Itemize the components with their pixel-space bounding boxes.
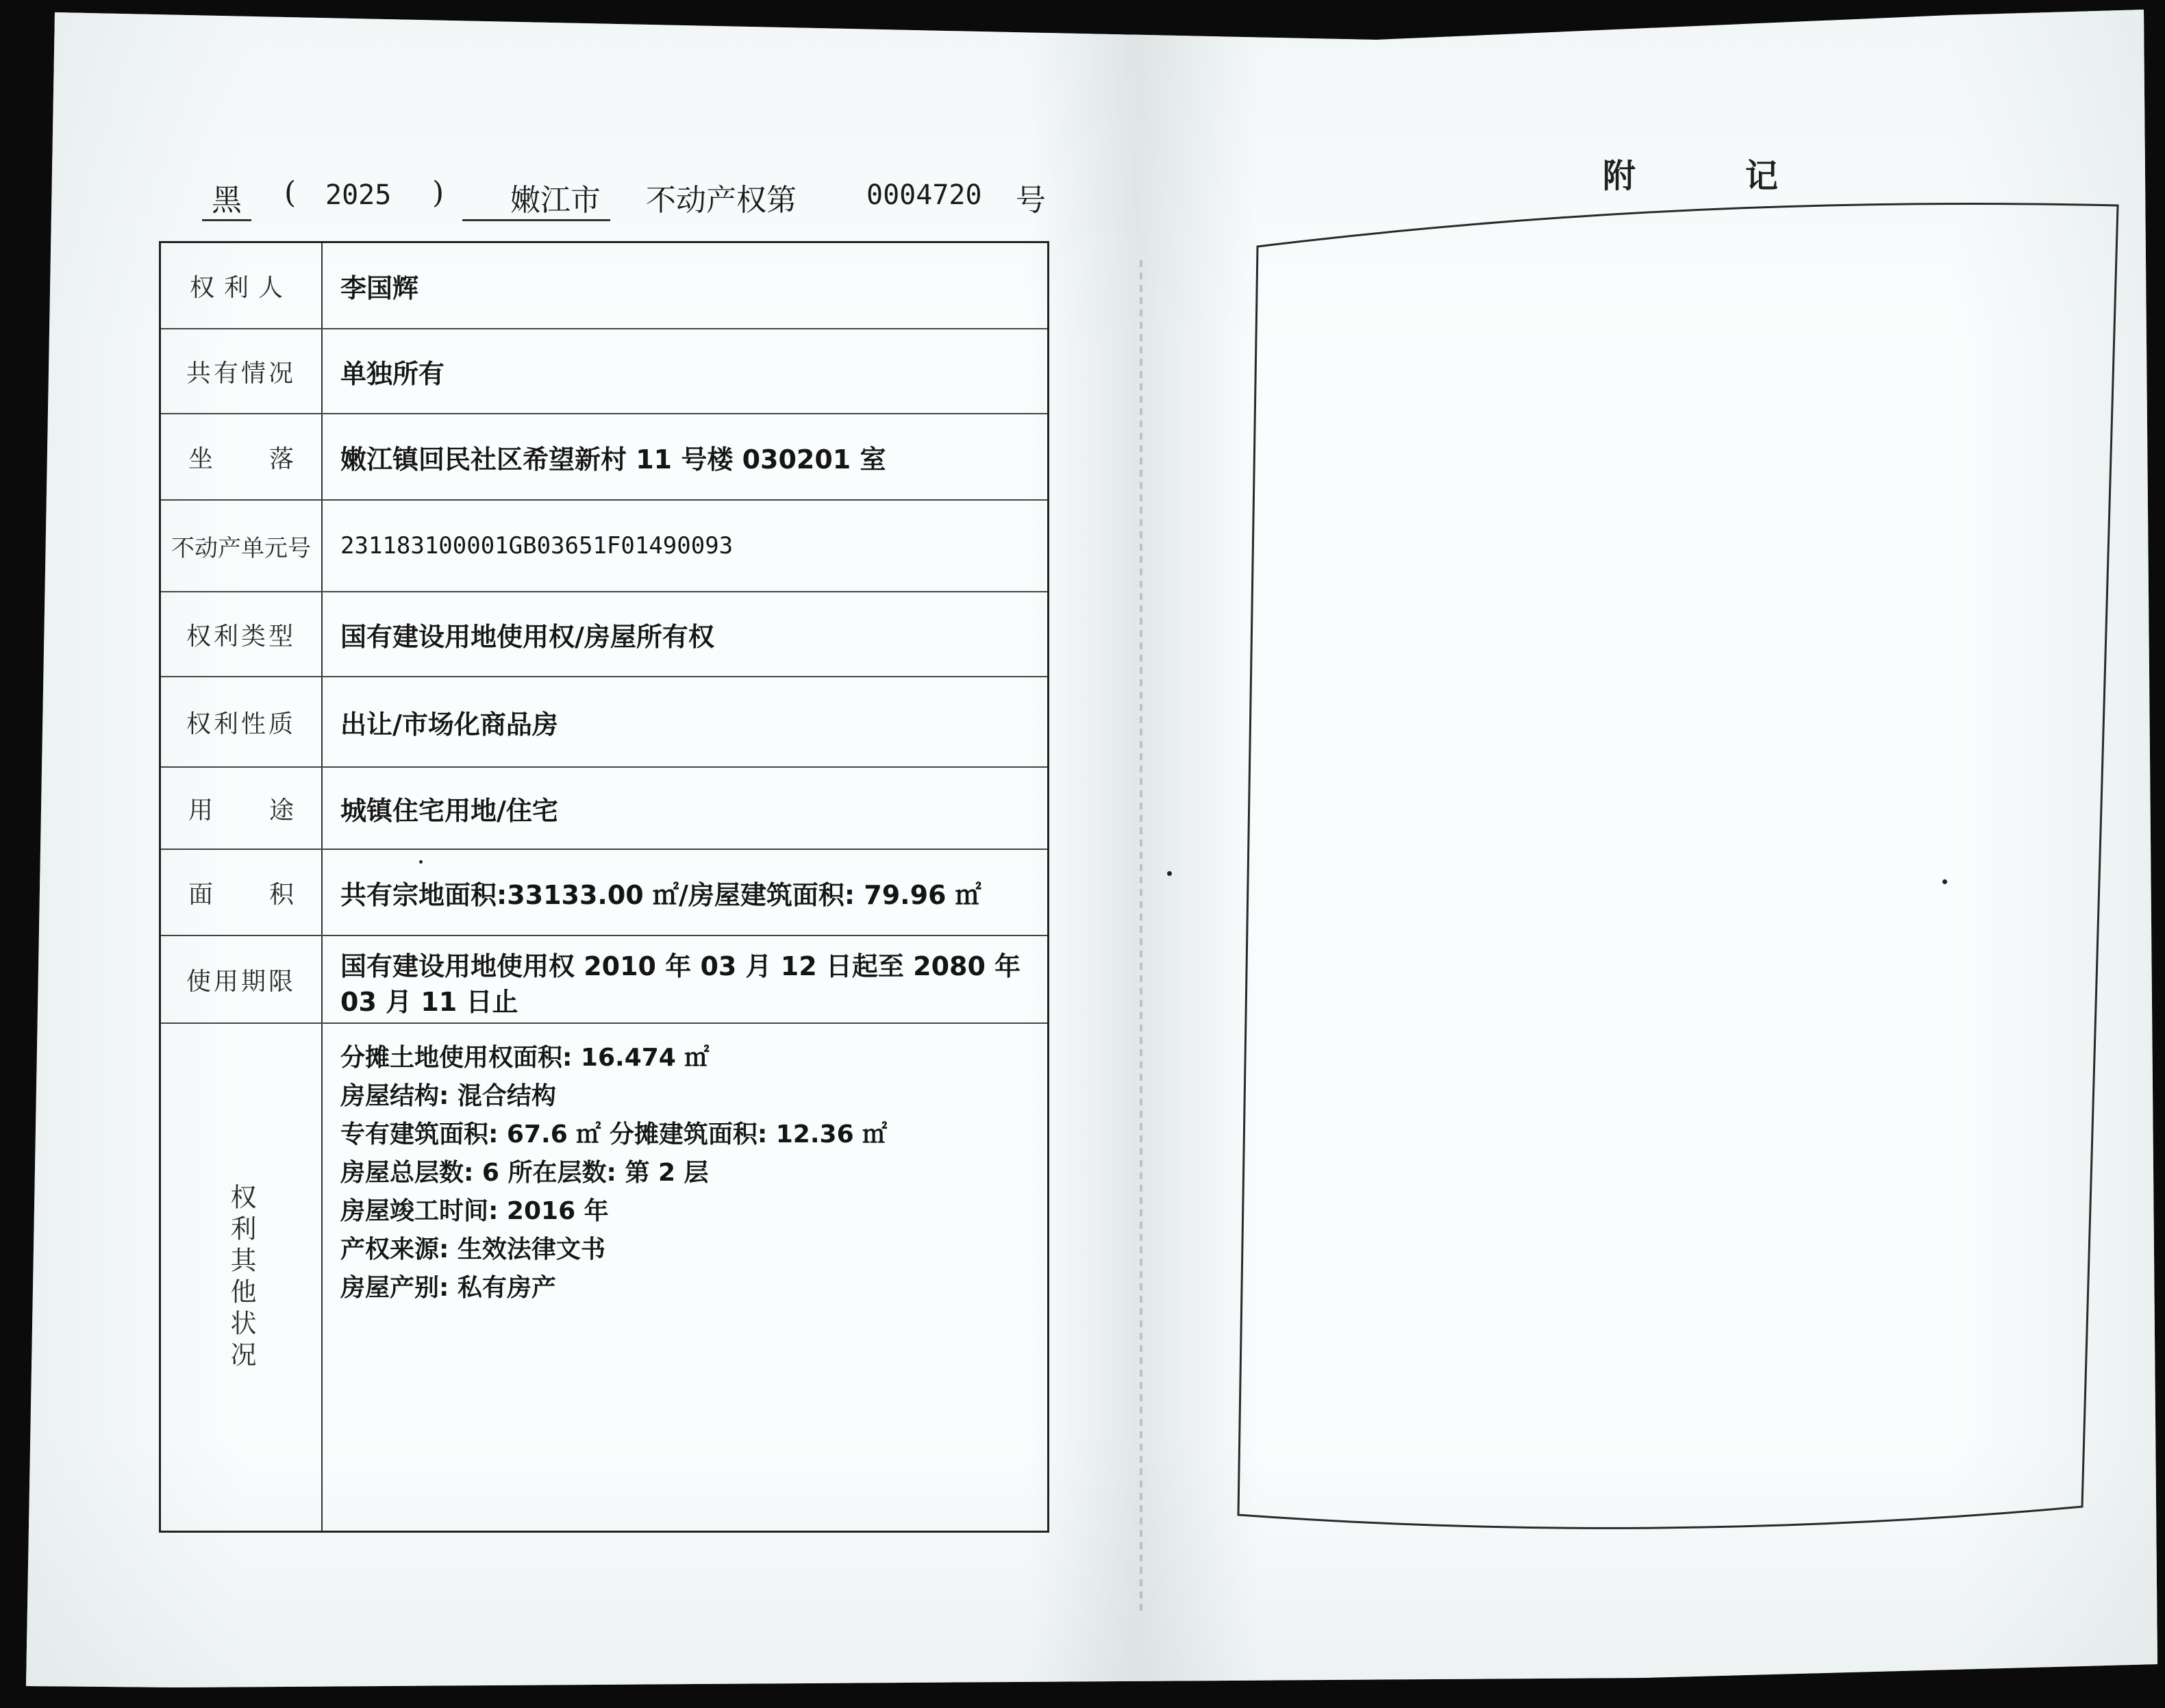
value-term: 国有建设用地使用权 2010 年 03 月 12 日起至 2080 年 03 月 11 日止 <box>340 951 1021 1017</box>
label-area <box>161 850 321 935</box>
other-status-lines <box>340 1039 1034 1307</box>
header-year: 2025 <box>325 179 392 211</box>
value-co-ownership: 单独所有 <box>340 358 445 389</box>
label-location-b: 落 <box>268 444 294 473</box>
header-number: 0004720 <box>866 179 982 211</box>
header-prefix: 不动产权第 <box>646 183 797 218</box>
other-status-line: 房屋结构: 混合结构 <box>340 1082 556 1110</box>
row-area <box>161 850 1047 936</box>
appendix-title: 附记 <box>1603 157 1888 195</box>
header-province: 黑 <box>202 175 251 221</box>
value-usage: 城镇住宅用地/住宅 <box>340 795 558 826</box>
value-location: 嫩江镇回民社区希望新村 11 号楼 030201 室 <box>340 444 886 475</box>
row-usage <box>161 768 1047 850</box>
label-right-holder: 权利人 <box>189 273 292 302</box>
row-right-nature <box>161 677 1047 768</box>
label-right-nature: 权利性质 <box>186 709 296 738</box>
label-location <box>161 414 321 499</box>
label-right-type: 权利类型 <box>186 622 296 651</box>
label-area-a: 面 <box>188 880 214 909</box>
property-table <box>159 241 1049 1533</box>
fold-line <box>1140 260 1142 1616</box>
other-status-line: 房屋产别: 私有房产 <box>340 1274 556 1302</box>
certificate-header <box>202 170 1072 219</box>
label-location-a: 坐 <box>188 444 214 473</box>
header-city: 嫩江市 <box>462 175 610 221</box>
row-term <box>161 936 1047 1024</box>
paper-speck <box>419 860 423 864</box>
row-right-type <box>161 592 1047 677</box>
label-unit-number: 不动产单元号 <box>171 534 311 562</box>
header-close-paren: ) <box>432 175 445 210</box>
other-status-line: 分摊土地使用权面积: 16.474 ㎡ <box>340 1044 710 1072</box>
value-area: 共有宗地面积:33133.00 ㎡/房屋建筑面积: 79.96 ㎡ <box>340 879 981 910</box>
paper-speck <box>1942 879 1947 884</box>
label-other-status <box>161 1024 321 1532</box>
other-status-line: 房屋总层数: 6 所在层数: 第 2 层 <box>340 1159 709 1187</box>
row-unit-number <box>161 501 1047 592</box>
other-status-section <box>161 1024 1047 1532</box>
other-status-line: 房屋竣工时间: 2016 年 <box>340 1197 609 1225</box>
label-term: 使用期限 <box>186 967 296 996</box>
value-unit-number: 231183100001GB03651F01490093 <box>340 532 734 560</box>
label-area-b: 积 <box>268 880 294 909</box>
row-location <box>161 414 1047 501</box>
row-co-ownership <box>161 329 1047 414</box>
label-co-ownership: 共有情况 <box>186 359 296 388</box>
header-open-paren: ( <box>284 175 297 210</box>
label-usage-b: 途 <box>268 796 294 825</box>
value-right-type: 国有建设用地使用权/房屋所有权 <box>340 621 714 652</box>
other-status-line: 产权来源: 生效法律文书 <box>340 1235 605 1264</box>
other-status-line: 专有建筑面积: 67.6 ㎡ 分摊建筑面积: 12.36 ㎡ <box>340 1120 888 1148</box>
label-other-status-text: 权利其他状况 <box>226 1183 256 1372</box>
header-suffix: 号 <box>1016 183 1046 218</box>
row-right-holder <box>161 243 1047 329</box>
label-usage-a: 用 <box>188 796 214 825</box>
value-right-holder: 李国辉 <box>340 273 419 303</box>
paper-speck <box>1167 871 1172 876</box>
value-right-nature: 出让/市场化商品房 <box>340 709 558 740</box>
label-usage <box>161 768 321 849</box>
